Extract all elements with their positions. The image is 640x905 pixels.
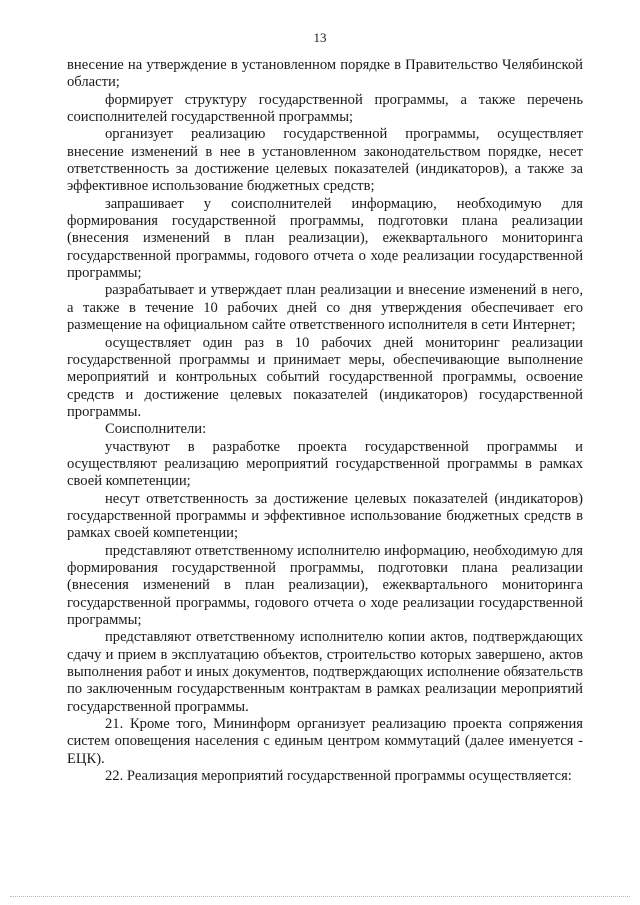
footer-divider [10, 896, 630, 897]
paragraph: формирует структуру государственной программы, а также перечень соисполнителей государственной программы; [67, 91, 583, 126]
paragraph: представляют ответственному исполнителю копии актов, подтверждающих сдачу и прием в эксплуатацию объектов, строительство которых завершено, актов выполнения работ и иных документов, подтверждающих исполнение обязательств по заключенным государственным контрактам в рамках реализации мероприятий государственной программы. [67, 629, 583, 715]
paragraph: 22. Реализация мероприятий государственной программы осуществляется: [105, 768, 572, 785]
paragraph: запрашивает у соисполнителей информацию, необходимую для формирования государственной программы, подготовки плана реализации (внесения изменений в план реализации), ежеквартального мониторинга государственной программы, годового отчета о ходе реализации государственной программы; [67, 195, 583, 282]
document-body [67, 57, 583, 785]
paragraph: 21. Кроме того, Мининформ организует реализацию проекта сопряжения систем оповещения населения с единым центром коммутаций (далее именуется - ЕЦК). [67, 716, 583, 767]
section-heading: Соисполнители: [105, 421, 207, 438]
paragraph: представляют ответственному исполнителю информацию, необходимую для формирования государственной программы, подготовки плана реализации (внесения изменений в план реализации), ежеквартального мониторинга государственной программы, годового отчета о ходе реализации государственной программы; [67, 542, 583, 628]
paragraph: разрабатывает и утверждает план реализации и внесение изменений в него, а также в течение 10 рабочих дней со дня утверждения обеспечивает его размещение на официальном сайте ответственного исполнителя в сети Интернет; [67, 282, 583, 334]
page-number: 13 [313, 30, 327, 45]
paragraph: несут ответственность за достижение целевых показателей (индикаторов) государственной программы и эффективное использование бюджетных средств в рамках своей компетенции; [67, 490, 583, 542]
paragraph: участвуют в разработке проекта государственной программы и осуществляют реализацию мероприятий государственной программы в рамках своей компетенции; [67, 438, 583, 490]
paragraph: осуществляет один раз в 10 рабочих дней мониторинг реализации государственной программы и принимает меры, обеспечивающие выполнение мероприятий и контрольных событий государственной программы, освоение средств и достижение целевых показателей (индикаторов) государственной программы. [67, 334, 583, 420]
paragraph: внесение на утверждение в установленном порядке в Правительство Челябинской области; [67, 57, 583, 91]
paragraph: организует реализацию государственной программы, осуществляет внесение изменений в нее в установленном законодательством порядке, несет ответственность за достижение целевых показателей (индикаторов), а также за эффективное использование бюджетных средств; [67, 126, 583, 195]
